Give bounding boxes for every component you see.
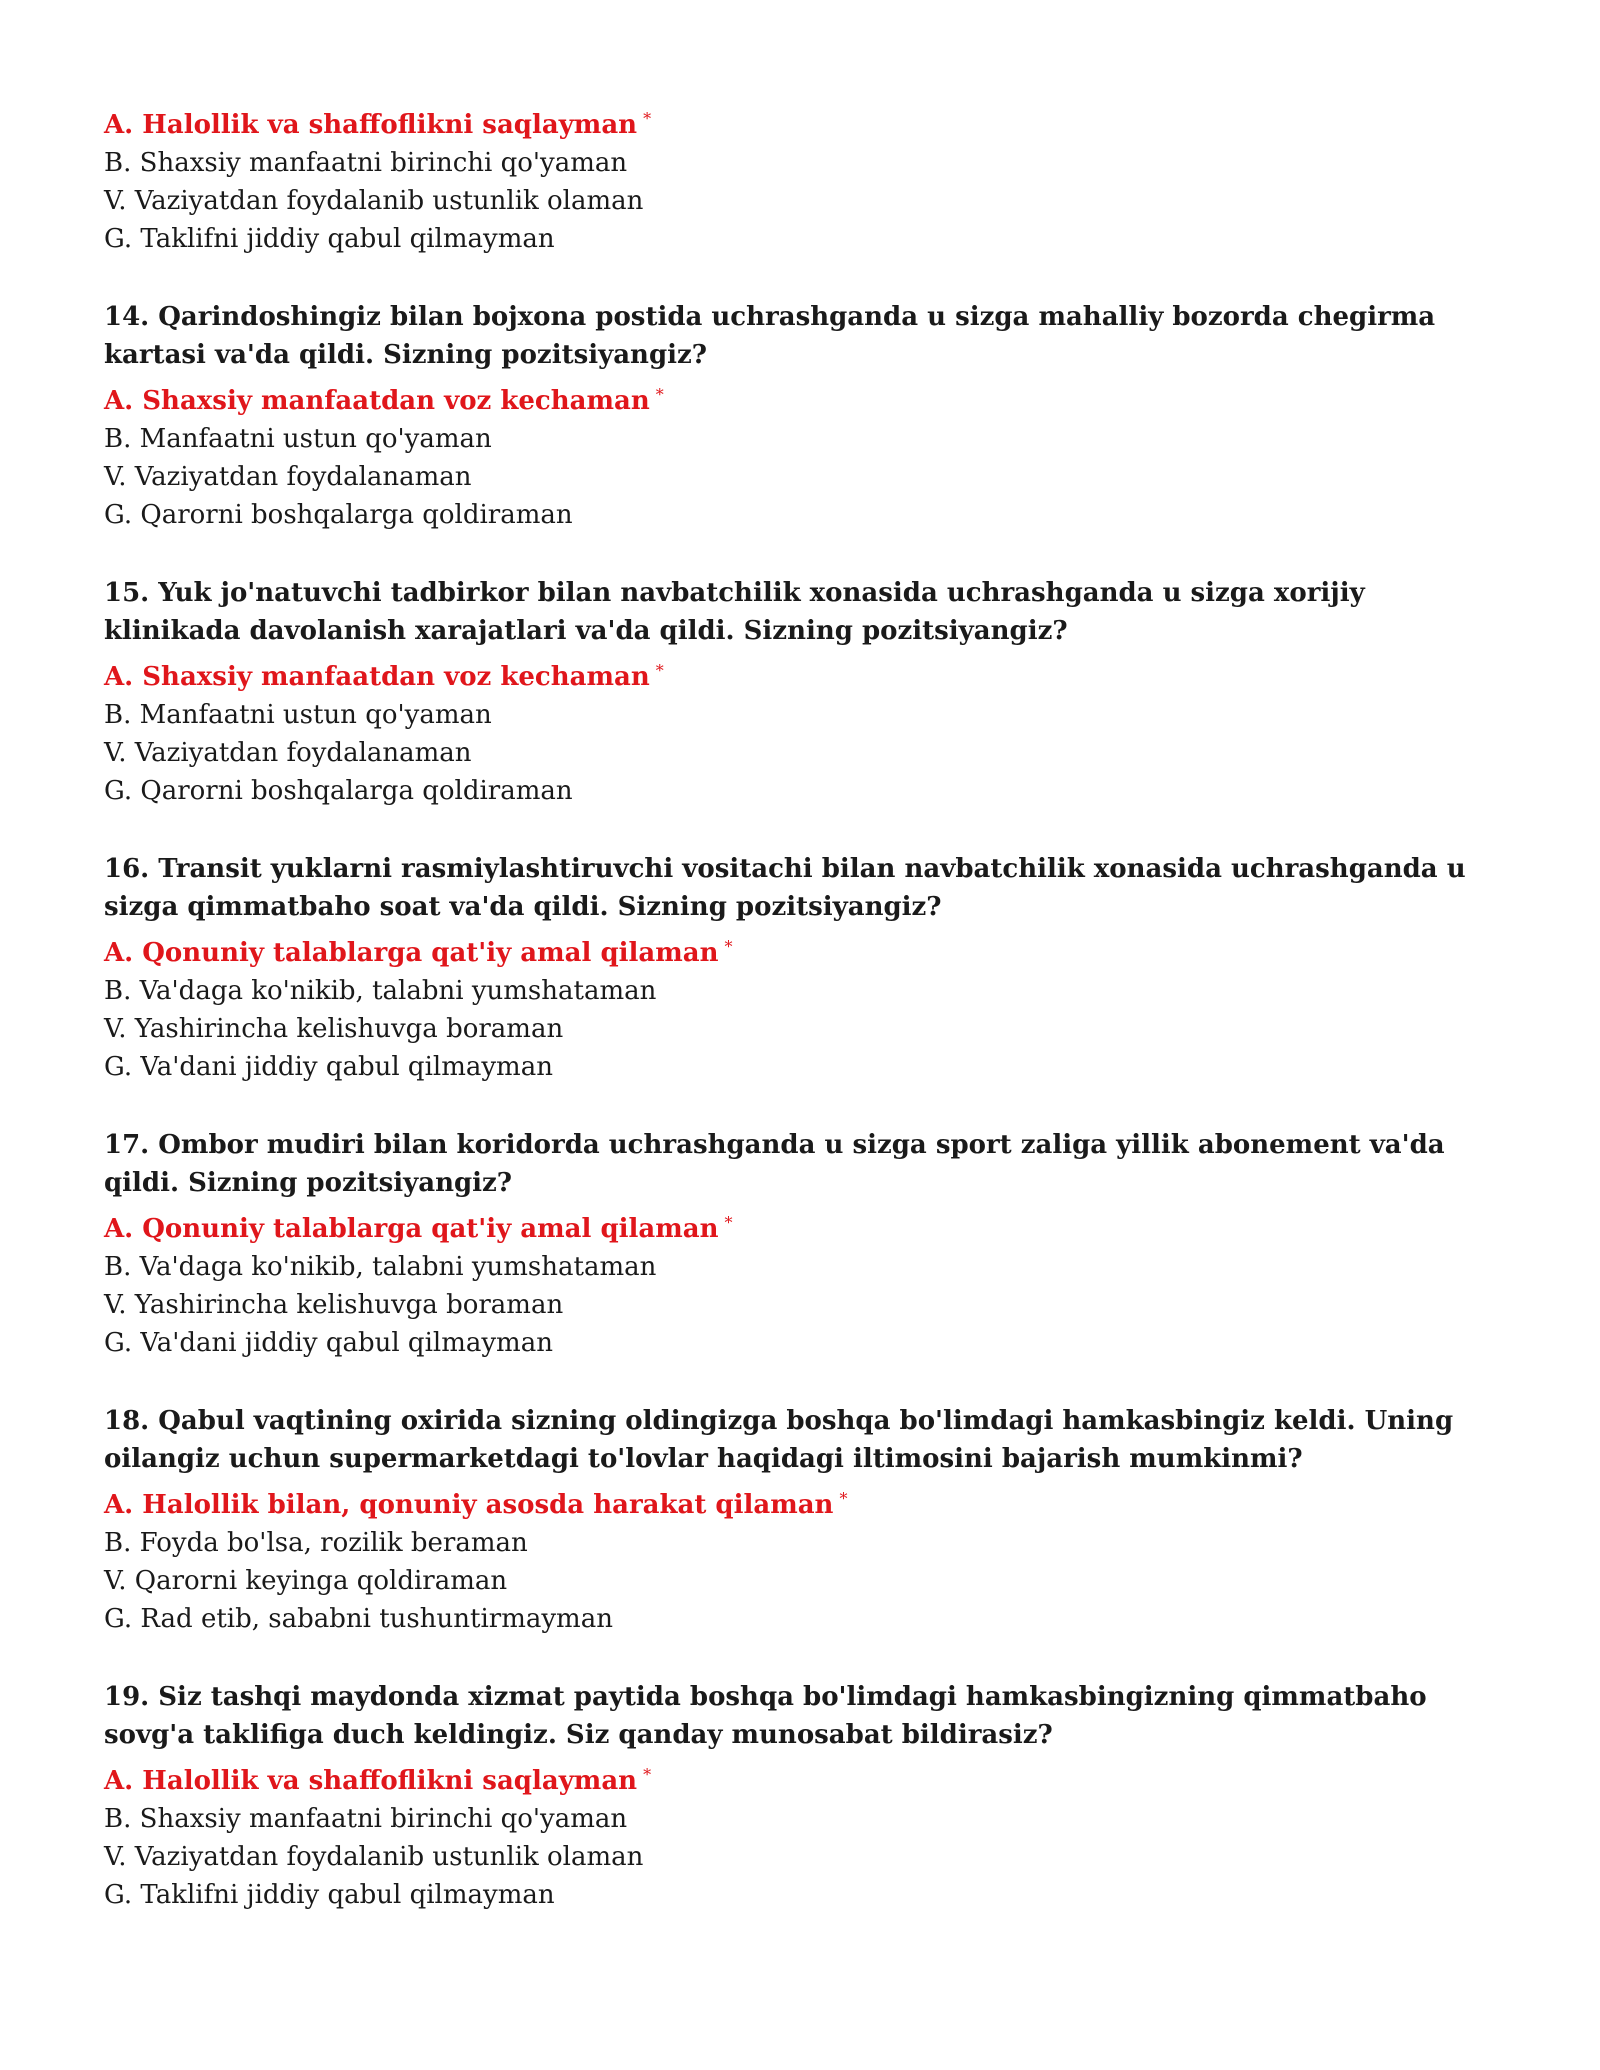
option-a-label: A. Shaxsiy manfaatdan voz kechaman (104, 386, 650, 416)
question-15 (104, 574, 1496, 810)
question-text: 14. Qarindoshingiz bilan bojxona postida uchrashganda u sizga mahalliy bozorda chegirma kartasi va'da qildi. Sizning pozitsiyangiz? (104, 302, 1436, 370)
option-a-label: A. Halollik va shaffoflikni saqlayman (104, 1766, 638, 1796)
option-b: B. Manfaatni ustun qo'yaman (104, 424, 492, 454)
option-g: G. Rad etib, sababni tushuntirmayman (104, 1604, 613, 1634)
question-14 (104, 298, 1496, 534)
option-v: V. Yashirincha kelishuvga boraman (104, 1014, 564, 1044)
option-a-correct (104, 100, 1496, 144)
option-a-correct (104, 1756, 1496, 1800)
question-text: 16. Transit yuklarni rasmiylashtiruvchi vositachi bilan navbatchilik xonasida uchrashganda u sizga qimmatbaho soat va'da qildi. Sizning pozitsiyangiz? (104, 854, 1466, 922)
correct-marker: * (655, 385, 664, 404)
option-b: B. Va'daga ko'nikib, talabni yumshataman (104, 976, 657, 1006)
question-text: 15. Yuk jo'natuvchi tadbirkor bilan navbatchilik xonasida uchrashganda u sizga xorijiy klinikada davolanish xarajatlari va'da qildi. Sizning pozitsiyangiz? (104, 578, 1365, 646)
question-16 (104, 850, 1496, 1086)
correct-marker: * (655, 661, 664, 680)
correct-marker: * (643, 1765, 652, 1784)
option-b: B. Foyda bo'lsa, rozilik beraman (104, 1528, 528, 1558)
option-v: V. Vaziyatdan foydalanib ustunlik olaman (104, 186, 644, 216)
option-g: G. Taklifni jiddiy qabul qilmayman (104, 1880, 555, 1910)
question-text: 18. Qabul vaqtining oxirida sizning oldingizga boshqa bo'limdagi hamkasbingiz keldi. Uning oilangiz uchun supermarketdagi to'lovlar haqidagi iltimosini bajarish mumkinmi? (104, 1406, 1454, 1474)
correct-marker: * (724, 1213, 733, 1232)
option-b: B. Shaxsiy manfaatni birinchi qo'yaman (104, 148, 628, 178)
option-g: G. Qarorni boshqalarga qoldiraman (104, 776, 573, 806)
option-b: B. Shaxsiy manfaatni birinchi qo'yaman (104, 1804, 628, 1834)
option-g: G. Va'dani jiddiy qabul qilmayman (104, 1328, 553, 1358)
option-g: G. Taklifni jiddiy qabul qilmayman (104, 224, 555, 254)
correct-marker: * (643, 109, 652, 128)
question-text: 17. Ombor mudiri bilan koridorda uchrashganda u sizga sport zaliga yillik abonement va'da qildi. Sizning pozitsiyangiz? (104, 1130, 1445, 1198)
question-text: 19. Siz tashqi maydonda xizmat paytida boshqa bo'limdagi hamkasbingizning qimmatbaho sovg'a taklifiga duch keldingiz. Siz qanday munosabat bildirasiz? (104, 1682, 1427, 1750)
correct-marker: * (724, 937, 733, 956)
option-a-label: A. Qonuniy talablarga qat'iy amal qilaman (104, 1214, 719, 1244)
question-18 (104, 1402, 1496, 1638)
option-a-label: A. Shaxsiy manfaatdan voz kechaman (104, 662, 650, 692)
option-v: V. Qarorni keyinga qoldiraman (104, 1566, 508, 1596)
option-b: B. Manfaatni ustun qo'yaman (104, 700, 492, 730)
option-v: V. Vaziyatdan foydalanib ustunlik olaman (104, 1842, 644, 1872)
option-a-label: A. Halollik bilan, qonuniy asosda harakat qilaman (104, 1490, 834, 1520)
option-v: V. Vaziyatdan foydalanaman (104, 738, 472, 768)
option-g: G. Qarorni boshqalarga qoldiraman (104, 500, 573, 530)
option-a-label: A. Halollik va shaffoflikni saqlayman (104, 110, 638, 140)
question-13-options (104, 100, 1496, 258)
option-v: V. Yashirincha kelishuvga boraman (104, 1290, 564, 1320)
option-a-correct (104, 1480, 1496, 1524)
option-a-label: A. Qonuniy talablarga qat'iy amal qilaman (104, 938, 719, 968)
option-b: B. Va'daga ko'nikib, talabni yumshataman (104, 1252, 657, 1282)
correct-marker: * (839, 1489, 848, 1508)
option-g: G. Va'dani jiddiy qabul qilmayman (104, 1052, 553, 1082)
option-a-correct (104, 928, 1496, 972)
question-17 (104, 1126, 1496, 1362)
option-a-correct (104, 1204, 1496, 1248)
option-a-correct (104, 652, 1496, 696)
option-a-correct (104, 376, 1496, 420)
question-19 (104, 1678, 1496, 1914)
option-v: V. Vaziyatdan foydalanaman (104, 462, 472, 492)
